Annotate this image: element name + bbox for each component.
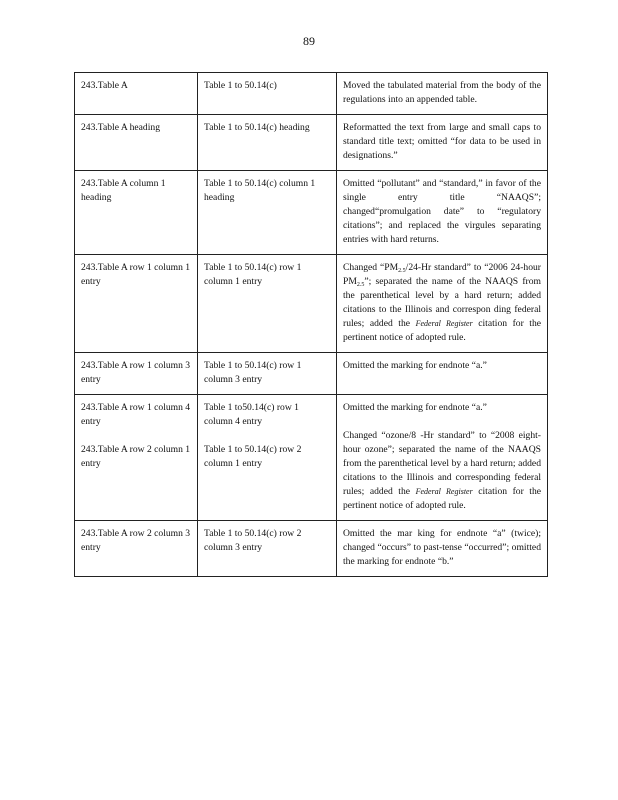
change-text: ”; separated the name of the NAAQS from the parenthetical level by a hard return; added citations to the Illinois and correspon ding federal rules; added the (343, 276, 541, 329)
section-cell: 243.Table A row 1 column 1 entry (75, 255, 198, 353)
section-cell: 243.Table A row 1 column 3 entry (75, 353, 198, 395)
table-row (75, 73, 548, 115)
change-entry: Omitted the marking for endnote “a.” (343, 402, 487, 413)
source-cell: Table 1 to 50.14(c) row 2 column 3 entry (198, 521, 337, 577)
table-row (75, 353, 548, 395)
section-cell (75, 395, 198, 521)
change-cell: Reformatted the text from large and small caps to standard title text; omitted “for data to be used in designations.” (337, 115, 548, 171)
section-entry: 243.Table A row 1 column 4 entry (81, 402, 191, 427)
change-cell: Moved the tabulated material from the body of the regulations into an appended table. (337, 73, 548, 115)
change-cell (337, 255, 548, 353)
table-row (75, 115, 548, 171)
federal-register-italic: Federal Register (415, 319, 473, 328)
table-row (75, 255, 548, 353)
change-text: citation for the pertinent notice of adopted rule. (343, 318, 542, 343)
change-cell: Omitted the marking for endnote “a.” (337, 353, 548, 395)
change-text: Changed “ozone/8 -Hr standard” to “2008 eight-hour ozone”; separated the name of the NAAQS from the parenthetical level by a hard return; added citations to the Illinois and corresponding federal rules; added the (343, 430, 541, 497)
subscript: 2.5 (398, 268, 406, 274)
source-cell: Table 1 to 50.14(c) heading (198, 115, 337, 171)
section-cell: 243.Table A column 1 heading (75, 171, 198, 255)
change-text: citation for the pertinent notice of adopted rule. (343, 486, 542, 511)
source-cell: Table 1 to 50.14(c) (198, 73, 337, 115)
table-row (75, 521, 548, 577)
subscript: 2.5 (356, 282, 365, 288)
change-text: /24-Hr standard” to “2006 24-hour PM (343, 262, 541, 287)
change-cell (337, 395, 548, 521)
section-cell: 243.Table A heading (75, 115, 198, 171)
section-entry: 243.Table A row 2 column 1 entry (81, 444, 191, 469)
derivation-table (74, 72, 548, 577)
table-row (75, 395, 548, 521)
change-text: Changed “PM (343, 262, 399, 273)
table-row (75, 171, 548, 255)
source-cell: Table 1 to 50.14(c) column 1 heading (198, 171, 337, 255)
change-cell: Omitted “pollutant” and “standard,” in favor of the single entry title “NAAQS”; changed“promulgation date” to “regulatory citations”; and replaced the virgules separating entries with hard returns. (337, 171, 548, 255)
change-entry (343, 429, 541, 513)
section-cell: 243.Table A row 2 column 3 entry (75, 521, 198, 577)
section-cell: 243.Table A (75, 73, 198, 115)
change-cell: Omitted the mar king for endnote “a” (twice); changed “occurs” to past-tense “occurred”; omitted the marking for endnote “b.” (337, 521, 548, 577)
source-cell: Table 1 to 50.14(c) row 1 column 3 entry (198, 353, 337, 395)
source-cell (198, 395, 337, 521)
source-entry: Table 1 to50.14(c) row 1 column 4 entry (204, 402, 299, 427)
federal-register-italic: Federal Register (415, 487, 473, 496)
page-number: 89 (303, 34, 315, 48)
source-cell: Table 1 to 50.14(c) row 1 column 1 entry (198, 255, 337, 353)
source-entry: Table 1 to 50.14(c) row 2 column 1 entry (204, 444, 302, 469)
